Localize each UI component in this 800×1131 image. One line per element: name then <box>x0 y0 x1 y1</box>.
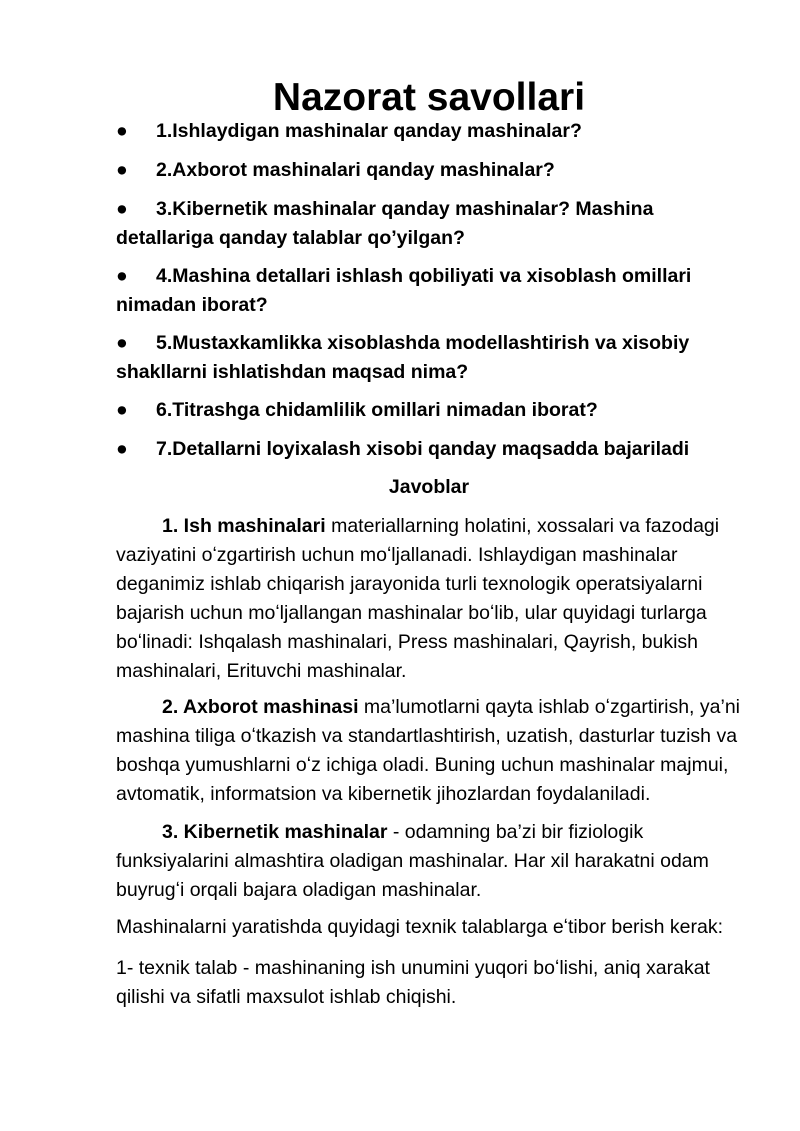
answer-paragraph-1 <box>116 512 756 686</box>
question-item-5: ● 5.Mustaxkamlikka xisoblashda modellashtirish va xisobiy shakllarni ishlatishdan maqsad nima? <box>116 329 746 387</box>
answer-text: materiallarning holatini, xossalari va fazodagi vaziyatini oʻzgartirish uchun moʻljallanadi. Ishlaydigan mashinalar deganimiz ishlab chiqarish jarayonida turli texnologik operatsiyalarni bajarish uchun moʻljallangan mashinalar boʻlib, ular quyidagi turlarga boʻlinadi: Ishqalash mashinalari, Press mashinalari, Qayrish, bukish mashinalari, Erituvchi mashinalar. <box>116 515 720 682</box>
question-item-1: ● 1.Ishlaydigan mashinalar qanday mashinalar? <box>116 117 746 146</box>
bullet: ● <box>116 265 128 287</box>
answer-paragraph-2 <box>116 693 756 809</box>
answer-term: 2. Axborot mashinasi <box>162 696 359 718</box>
bullet: ● <box>116 438 128 460</box>
question-item-6: ● 6.Titrashga chidamlilik omillari nimadan iborat? <box>116 396 746 425</box>
bullet: ● <box>116 198 128 220</box>
question-item-7: ● 7.Detallarni loyixalash xisobi qanday maqsadda bajariladi <box>116 435 746 464</box>
bullet: ● <box>116 332 128 354</box>
requirement-item-1: 1- texnik talab - mashinaning ish unumini yuqori boʻlishi, aniq xarakat qilishi va sifatli maxsulot ishlab chiqishi. <box>116 957 710 1008</box>
answer-text: ma’lumotlarni qayta ishlab oʻzgartirish, ya’ni mashina tiliga oʻtkazish va standartlashtirish, uzatish, dasturlar tuzish va boshqa yumushlarni oʻz ichiga oladi. Buning uchun mashinalar majmui, avtomatik, informatsion va kibernetik jihozlardan foydalaniladi. <box>116 696 740 805</box>
question-item-3: ● 3.Kibernetik mashinalar qanday mashinalar? Mashina detallariga qanday talablar qo’yilgan? <box>116 195 746 253</box>
answers-title: Javoblar <box>388 476 470 498</box>
questions-title: Nazorat savollari <box>272 76 586 119</box>
answer-term: 1. Ish mashinalari <box>162 515 326 537</box>
bullet: ● <box>116 399 128 421</box>
answer-text: - odamning ba’zi bir fiziologik funksiyalarini almashtira oladigan mashinalar. Har xil harakatni odam buyrugʻi orqali bajara oladigan mashinalar. <box>116 821 709 901</box>
requirements-intro: Mashinalarni yaratishda quyidagi texnik talablarga eʻtibor berish kerak: <box>116 916 723 938</box>
question-item-4: ● 4.Mashina detallari ishlash qobiliyati va xisoblash omillari nimadan iborat? <box>116 262 746 320</box>
answer-paragraph-3 <box>116 818 756 905</box>
bullet: ● <box>116 159 128 181</box>
bullet: ● <box>116 120 128 142</box>
question-item-2: ● 2.Axborot mashinalari qanday mashinalar? <box>116 156 746 185</box>
answer-term: 3. Kibernetik mashinalar <box>162 821 388 843</box>
